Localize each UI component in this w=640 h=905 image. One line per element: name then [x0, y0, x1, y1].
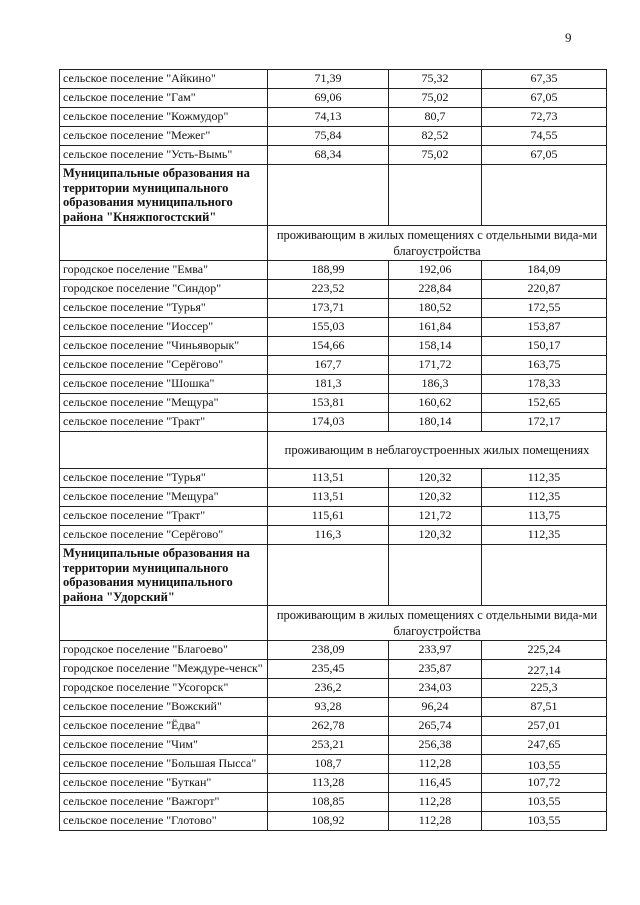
value-3: 67,35	[482, 70, 607, 89]
empty-cell	[389, 545, 482, 606]
settlement-name: сельское поселение "Турья"	[60, 469, 268, 488]
value-3: 113,75	[482, 507, 607, 526]
settlement-name: сельское поселение "Межег"	[60, 127, 268, 146]
value-3: 67,05	[482, 146, 607, 165]
settlement-name: сельское поселение "Тракт"	[60, 413, 268, 432]
value-3: 103,55	[482, 793, 607, 812]
value-1: 108,85	[268, 793, 389, 812]
settlement-name: сельское поселение "Айкино"	[60, 70, 268, 89]
value-1: 167,7	[268, 356, 389, 375]
settlement-name: городское поселение "Междуре-ченск"	[60, 660, 268, 679]
settlement-name: сельское поселение "Важгорт"	[60, 793, 268, 812]
value-2: 116,45	[389, 774, 482, 793]
table-row	[60, 736, 607, 755]
value-3: 72,73	[482, 108, 607, 127]
value-2: 120,32	[389, 488, 482, 507]
table-row	[60, 660, 607, 679]
table-row	[60, 755, 607, 774]
value-3: 225,24	[482, 641, 607, 660]
value-1: 238,09	[268, 641, 389, 660]
table-row	[60, 488, 607, 507]
settlement-name: сельское поселение "Серёгово"	[60, 526, 268, 545]
value-1: 235,45	[268, 660, 389, 679]
value-1: 253,21	[268, 736, 389, 755]
table-row	[60, 299, 607, 318]
table-row	[60, 261, 607, 280]
value-1: 108,7	[268, 755, 389, 774]
value-2: 265,74	[389, 717, 482, 736]
empty-cell	[60, 226, 268, 261]
value-2: 234,03	[389, 679, 482, 698]
category-caption-row	[60, 606, 607, 641]
value-2: 75,02	[389, 89, 482, 108]
value-3: 220,87	[482, 280, 607, 299]
value-3: 225,3	[482, 679, 607, 698]
table-row	[60, 526, 607, 545]
value-3: 257,01	[482, 717, 607, 736]
value-3: 178,33	[482, 375, 607, 394]
table-row	[60, 812, 607, 831]
table-row	[60, 793, 607, 812]
table-row	[60, 698, 607, 717]
settlement-name: сельское поселение "Турья"	[60, 299, 268, 318]
value-1: 116,3	[268, 526, 389, 545]
settlement-name: сельское поселение "Кожмудор"	[60, 108, 268, 127]
settlement-name: сельское поселение "Большая Пысса"	[60, 755, 268, 774]
section-header-row	[60, 545, 607, 606]
value-2: 180,52	[389, 299, 482, 318]
value-2: 228,84	[389, 280, 482, 299]
section-header-row	[60, 165, 607, 226]
table-row	[60, 356, 607, 375]
value-1: 68,34	[268, 146, 389, 165]
page-number: 9	[565, 30, 572, 45]
value-2: 121,72	[389, 507, 482, 526]
value-1: 93,28	[268, 698, 389, 717]
value-3: 103,55	[482, 812, 607, 831]
value-2: 161,84	[389, 318, 482, 337]
value-2: 171,72	[389, 356, 482, 375]
value-1: 153,81	[268, 394, 389, 413]
value-3: 74,55	[482, 127, 607, 146]
value-2: 235,87	[389, 660, 482, 679]
value-1: 74,13	[268, 108, 389, 127]
category-caption-row	[60, 432, 607, 469]
value-3: 153,87	[482, 318, 607, 337]
value-2: 120,32	[389, 469, 482, 488]
empty-cell	[389, 165, 482, 226]
value-1: 181,3	[268, 375, 389, 394]
category-caption: проживающим в жилых помещениях с отдельными вида-ми благоустройства	[268, 606, 607, 641]
settlement-name: сельское поселение "Гам"	[60, 89, 268, 108]
table-row	[60, 413, 607, 432]
value-3: 172,17	[482, 413, 607, 432]
value-1: 174,03	[268, 413, 389, 432]
empty-cell	[60, 606, 268, 641]
value-3: 184,09	[482, 261, 607, 280]
settlement-name: городское поселение "Синдор"	[60, 280, 268, 299]
settlement-name: сельское поселение "Мещура"	[60, 488, 268, 507]
table-row	[60, 89, 607, 108]
empty-cell	[482, 165, 607, 226]
value-1: 154,66	[268, 337, 389, 356]
empty-cell	[482, 545, 607, 606]
table-row	[60, 146, 607, 165]
value-1: 69,06	[268, 89, 389, 108]
value-2: 112,28	[389, 812, 482, 831]
category-caption-row	[60, 226, 607, 261]
table-row	[60, 280, 607, 299]
value-2: 80,7	[389, 108, 482, 127]
settlement-name: сельское поселение "Шошка"	[60, 375, 268, 394]
value-3: 247,65	[482, 736, 607, 755]
value-1: 115,61	[268, 507, 389, 526]
settlement-name: сельское поселение "Чиньяворык"	[60, 337, 268, 356]
value-2: 112,28	[389, 793, 482, 812]
empty-cell	[60, 432, 268, 469]
tariff-table	[59, 69, 607, 831]
value-1: 71,39	[268, 70, 389, 89]
settlement-name: сельское поселение "Иоссер"	[60, 318, 268, 337]
section-header: Муниципальные образования на территории муниципального образования муниципального района "Удорский"	[60, 545, 268, 606]
table-row	[60, 127, 607, 146]
value-3: 87,51	[482, 698, 607, 717]
settlement-name: городское поселение "Емва"	[60, 261, 268, 280]
value-1: 188,99	[268, 261, 389, 280]
table-row	[60, 469, 607, 488]
value-3: 112,35	[482, 526, 607, 545]
value-3: 103,55	[482, 755, 607, 774]
value-1: 113,51	[268, 488, 389, 507]
settlement-name: городское поселение "Благоево"	[60, 641, 268, 660]
value-1: 113,28	[268, 774, 389, 793]
value-1: 155,03	[268, 318, 389, 337]
value-1: 262,78	[268, 717, 389, 736]
value-3: 152,65	[482, 394, 607, 413]
value-3: 112,35	[482, 469, 607, 488]
category-caption: проживающим в жилых помещениях с отдельными вида-ми благоустройства	[268, 226, 607, 261]
settlement-name: сельское поселение "Ёдва"	[60, 717, 268, 736]
value-2: 158,14	[389, 337, 482, 356]
value-3: 112,35	[482, 488, 607, 507]
value-3: 163,75	[482, 356, 607, 375]
table-row	[60, 70, 607, 89]
settlement-name: сельское поселение "Вожский"	[60, 698, 268, 717]
value-3: 150,17	[482, 337, 607, 356]
settlement-name: сельское поселение "Серёгово"	[60, 356, 268, 375]
value-2: 75,02	[389, 146, 482, 165]
value-2: 160,62	[389, 394, 482, 413]
empty-cell	[268, 165, 389, 226]
section-header: Муниципальные образования на территории муниципального образования муниципального района "Княжпогостский"	[60, 165, 268, 226]
value-1: 236,2	[268, 679, 389, 698]
table-row	[60, 641, 607, 660]
value-3: 227,14	[482, 660, 607, 679]
value-2: 120,32	[389, 526, 482, 545]
table-row	[60, 318, 607, 337]
value-2: 75,32	[389, 70, 482, 89]
table-row	[60, 394, 607, 413]
table-row	[60, 108, 607, 127]
value-1: 223,52	[268, 280, 389, 299]
settlement-name: сельское поселение "Усть-Вымь"	[60, 146, 268, 165]
value-2: 96,24	[389, 698, 482, 717]
category-caption: проживающим в неблагоустроенных жилых помещениях	[268, 432, 607, 469]
value-1: 173,71	[268, 299, 389, 318]
value-2: 233,97	[389, 641, 482, 660]
table-row	[60, 774, 607, 793]
value-2: 256,38	[389, 736, 482, 755]
table-row	[60, 507, 607, 526]
settlement-name: сельское поселение "Глотово"	[60, 812, 268, 831]
table-row	[60, 717, 607, 736]
table-row	[60, 375, 607, 394]
settlement-name: сельское поселение "Буткан"	[60, 774, 268, 793]
table-row	[60, 679, 607, 698]
value-3: 67,05	[482, 89, 607, 108]
value-3: 172,55	[482, 299, 607, 318]
value-3: 107,72	[482, 774, 607, 793]
value-2: 180,14	[389, 413, 482, 432]
settlement-name: сельское поселение "Чим"	[60, 736, 268, 755]
settlement-name: сельское поселение "Мещура"	[60, 394, 268, 413]
value-2: 112,28	[389, 755, 482, 774]
empty-cell	[268, 545, 389, 606]
value-2: 192,06	[389, 261, 482, 280]
settlement-name: сельское поселение "Тракт"	[60, 507, 268, 526]
value-1: 113,51	[268, 469, 389, 488]
value-2: 186,3	[389, 375, 482, 394]
settlement-name: городское поселение "Усогорск"	[60, 679, 268, 698]
value-1: 75,84	[268, 127, 389, 146]
table-row	[60, 337, 607, 356]
value-2: 82,52	[389, 127, 482, 146]
value-1: 108,92	[268, 812, 389, 831]
